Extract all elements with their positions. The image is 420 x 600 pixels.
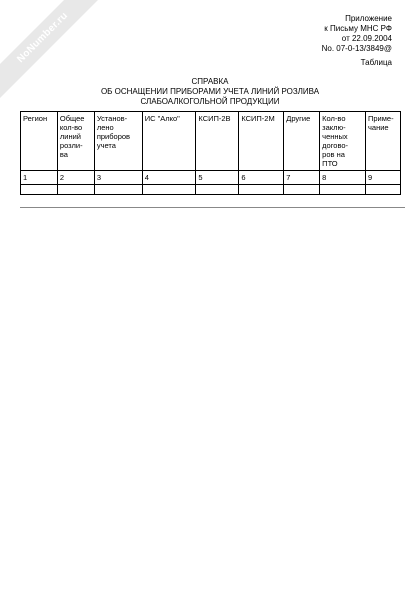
header-cell-contracts: Кол-во заклю- ченных догово- ров на ПТО: [320, 112, 366, 171]
table-caption: Таблица: [360, 58, 392, 67]
table-number-row: [21, 171, 401, 185]
header-cell-total-lines: Общее кол-во линий розли- ва: [57, 112, 94, 171]
header-cell-ksip-2m: КСИП-2М: [239, 112, 284, 171]
attachment-line: No. 07-0-13/3849@: [321, 44, 392, 53]
column-number: 9: [366, 171, 401, 185]
empty-cell: [196, 185, 239, 195]
watermark-text: NoNumber.ru: [0, 0, 98, 100]
column-number: 5: [196, 171, 239, 185]
empty-cell: [239, 185, 284, 195]
title-line: СЛАБОАЛКОГОЛЬНОЙ ПРОДУКЦИИ: [140, 97, 280, 106]
header-cell-region: Регион: [21, 112, 58, 171]
attachment-line: Приложение: [345, 14, 392, 23]
header-cell-note: Приме- чание: [366, 112, 401, 171]
empty-cell: [284, 185, 320, 195]
column-number: 1: [21, 171, 58, 185]
column-number: 7: [284, 171, 320, 185]
header-cell-is-alko: ИС "Алко": [142, 112, 196, 171]
table-empty-row: [21, 185, 401, 195]
page-divider: [20, 207, 405, 208]
document-title: [0, 77, 420, 107]
column-number: 8: [320, 171, 366, 185]
table-header-row: [21, 112, 401, 171]
header-cell-installed-devices: Установ- лено приборов учета: [94, 112, 142, 171]
attachment-line: от 22.09.2004: [341, 34, 392, 43]
empty-cell: [94, 185, 142, 195]
title-line: ОБ ОСНАЩЕНИИ ПРИБОРАМИ УЧЕТА ЛИНИЙ РОЗЛИВА: [100, 87, 320, 96]
report-table: [20, 111, 401, 195]
column-number: 2: [57, 171, 94, 185]
attachment-header: [322, 14, 392, 54]
header-cell-ksip-2v: КСИП-2В: [196, 112, 239, 171]
empty-cell: [57, 185, 94, 195]
header-cell-other: Другие: [284, 112, 320, 171]
empty-cell: [366, 185, 401, 195]
column-number: 6: [239, 171, 284, 185]
empty-cell: [320, 185, 366, 195]
title-line: СПРАВКА: [191, 77, 229, 86]
empty-cell: [21, 185, 58, 195]
column-number: 3: [94, 171, 142, 185]
attachment-line: к Письму МНС РФ: [324, 24, 392, 33]
column-number: 4: [142, 171, 196, 185]
empty-cell: [142, 185, 196, 195]
